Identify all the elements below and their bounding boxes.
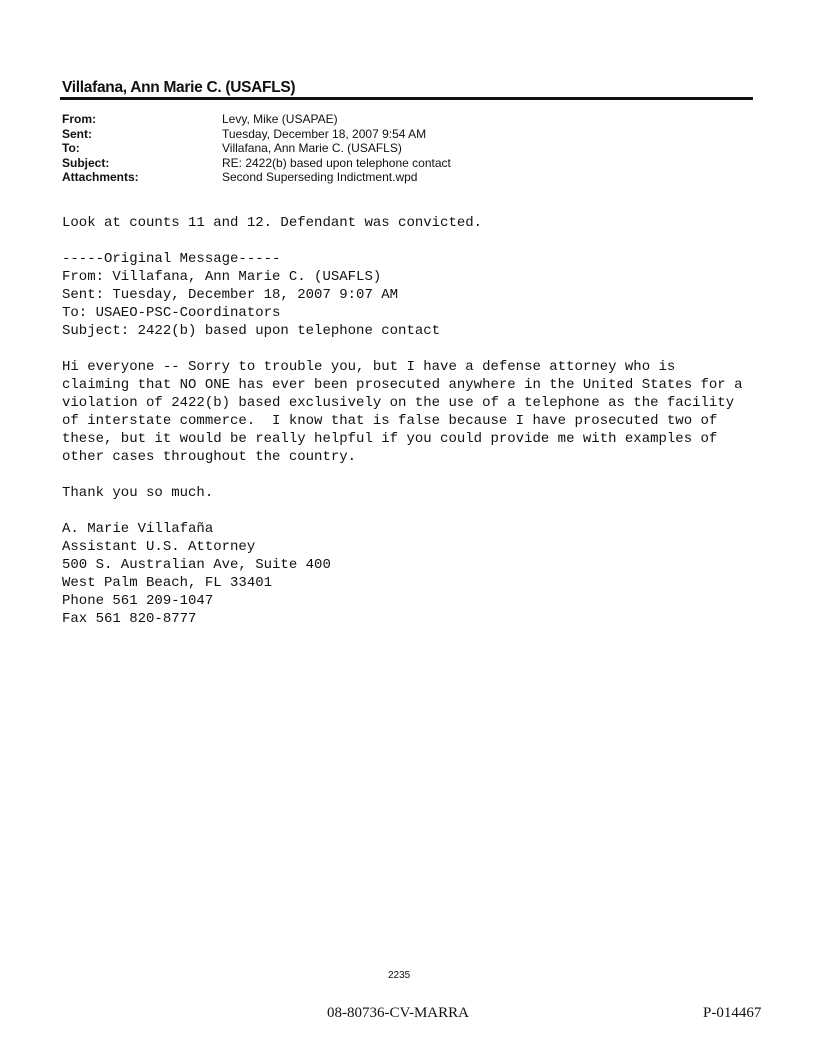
thanks-line: Thank you so much. (62, 485, 214, 501)
original-message-body: Hi everyone -- Sorry to trouble you, but I have a defense attorney who is claiming that NO ONE has ever been prosecuted anywhere in the United States for a violation of 2422(b) based exclusively on the use of a telephone as the facility of interstate commerce. I know that is false because I have prosecuted two of these, but it would be really helpful if you could provide me with examples of other cases throughout the country. (62, 359, 743, 465)
field-subject: Subject: RE: 2422(b) based upon telephone contact (62, 155, 451, 170)
field-from: From: Levy, Mike (USAPAE) (62, 112, 338, 126)
page-number: 2235 (388, 970, 411, 981)
original-message-header: -----Original Message----- From: Villafana, Ann Marie C. (USAFLS) Sent: Tuesday, December 18, 2007 9:07 AM To: USAEO-PSC-Coordinators Subject: 2422(b) based upon telephone contact (62, 251, 441, 339)
mailbox-owner-title: Villafana, Ann Marie C. (USAFLS) (62, 79, 296, 96)
email-header-fields (62, 112, 451, 185)
field-to: To: Villafana, Ann Marie C. (USAFLS) (62, 141, 402, 155)
case-number: 08-80736-CV-MARRA (327, 1005, 469, 1021)
field-attachments: Attachments: Second Superseding Indictment.wpd (62, 170, 418, 184)
bates-number: P-014467 (703, 1005, 762, 1021)
header-divider (60, 97, 753, 100)
field-sent: Sent: Tuesday, December 18, 2007 9:54 AM (62, 126, 427, 141)
reply-text: Look at counts 11 and 12. Defendant was convicted. (62, 215, 483, 231)
signature-block: A. Marie Villafaña Assistant U.S. Attorney 500 S. Australian Ave, Suite 400 West Palm Beach, FL 33401 Phone 561 209-1047 Fax 561 820-8777 (62, 521, 331, 627)
